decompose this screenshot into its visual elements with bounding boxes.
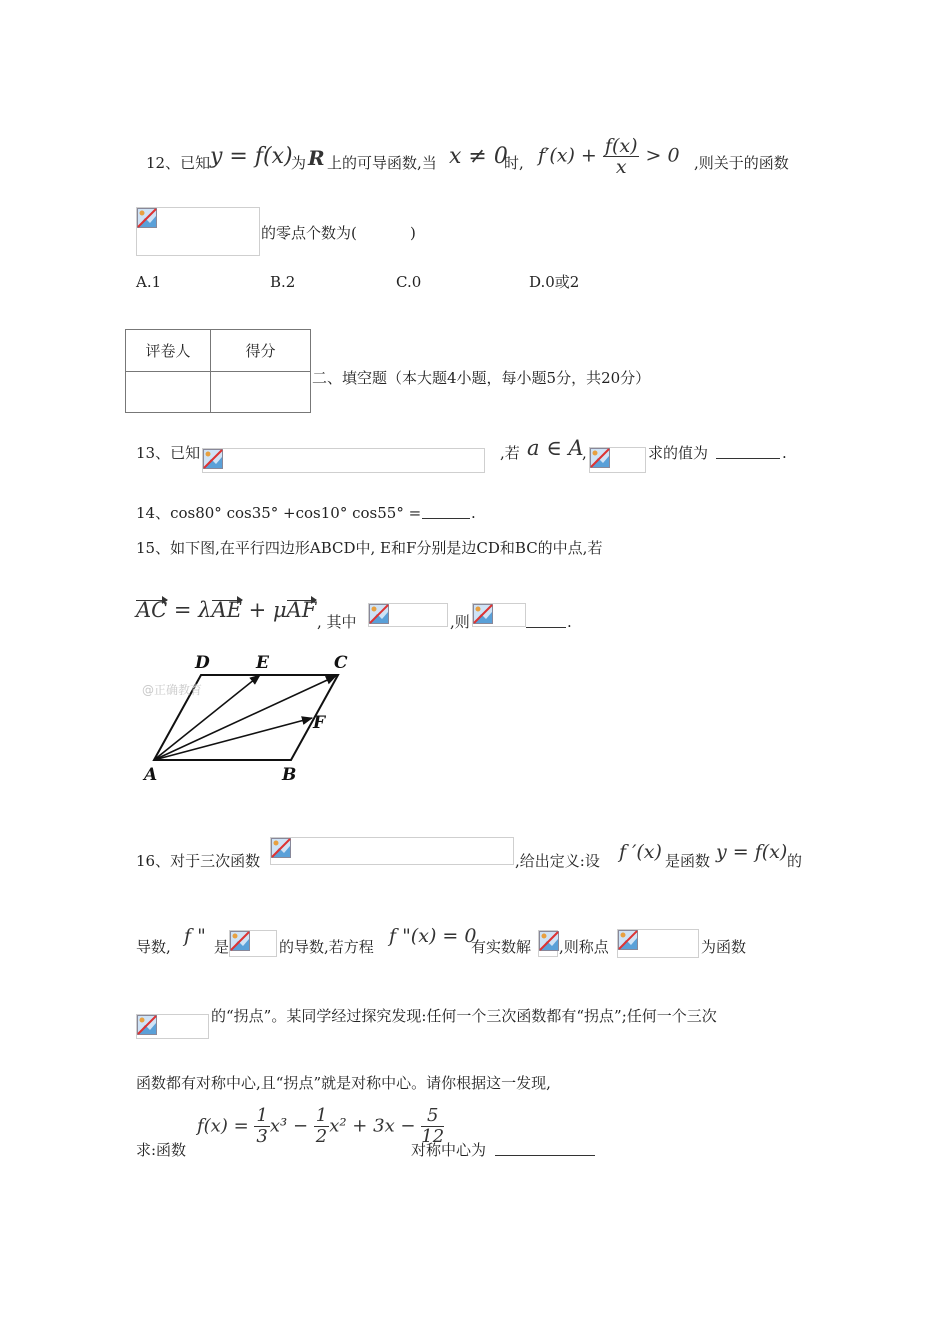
q16-fprime: f ′(x) [619,841,662,863]
broken-image-icon [590,448,610,468]
q12-text-5b: ) [410,224,416,242]
q15-text-2: ,则 [450,613,470,631]
q15-vec-AC: AC [136,598,168,622]
broken-image-icon [271,838,291,858]
q15-plus: + μ [242,598,287,622]
score-table-header-grader: 评卷人 [126,330,211,372]
q12-inequality [538,136,680,177]
q12-option-b: B.2 [270,273,296,291]
q12-number: 12、已知 [146,154,211,172]
q12-fraction [603,136,640,177]
q14-text: 14、cos80° cos35° +cos10° cos55° = [136,504,422,522]
q12-y-eq-fx: y = f(x) [210,144,293,169]
q16-text-10: 的“拐点”。某同学经过探究发现:任何一个三次函数都有“拐点”;任何一个三次 [211,1007,717,1025]
q13-broken-image-set [202,448,485,473]
q16-frac-1-den: 3 [256,1126,268,1147]
figure-watermark: @正确教育 [142,683,203,697]
broken-image-icon [203,449,223,469]
q13-broken-image-a [589,447,646,473]
label-F: F [313,713,326,733]
q16-broken-image-fprime [229,930,277,957]
q13-comma: , [582,444,587,462]
q16-frac-3-num: 5 [421,1106,444,1127]
q12-text-5: 的零点个数为( [261,224,357,242]
q13-number: 13、已知 [136,444,201,462]
q16-answer-blank[interactable] [495,1141,595,1156]
q16-fx-formula [197,1106,444,1147]
q12-text-1: 为 [291,154,307,172]
q16-broken-image-point [617,929,699,958]
q16-x3: x³ − [269,1115,309,1137]
broken-image-icon [137,1015,157,1035]
q12-frac-den: x [615,156,627,178]
q15-text-1: , 其中 [317,613,357,631]
score-table [125,329,311,413]
q15-vec-AF: AF [286,598,317,622]
q12-x-ne-0: x ≠ 0 [449,144,508,169]
q15-broken-image-sum [472,603,526,627]
section-2-title: 二、填空题（本大题4小题，每小题5分，共20分） [312,369,651,387]
q15-vec-AE: AE [211,598,242,622]
q16-text-8: ,则称点 [559,938,609,956]
q12-ineq-right: > 0 [645,144,680,167]
q12-broken-image [136,207,260,256]
q16-text-6: 的导数,若方程 [279,938,374,956]
q16-text-1: ,给出定义:设 [515,852,600,870]
q16-frac-2-den: 2 [315,1126,328,1147]
q13-text-1: ,若 [500,444,520,462]
q13-answer-blank[interactable] [716,444,780,459]
q16-frac-1-num: 1 [256,1105,268,1126]
q16-text-2: 是函数 [665,852,711,870]
label-C: C [334,653,348,673]
q13-a-in-A: a ∈ A [527,436,584,460]
q16-number: 16、对于三次函数 [136,852,261,870]
score-table-cell-score [211,372,311,413]
q16-fx: f(x) = [197,1115,249,1137]
q12-text-4: ,则关于的函数 [694,154,789,172]
q14-answer-blank[interactable] [422,504,470,519]
q14-end: . [471,504,476,522]
q15-vector-equation [136,598,316,622]
q16-y-eq-fx: y = f(x) [716,841,788,863]
broken-image-icon [539,931,559,951]
q12-R: R [308,146,325,170]
q16-x2: x² + 3x − [329,1115,416,1137]
q16-frac-2-num: 1 [315,1105,328,1126]
q16-text-12: 求:函数 [136,1141,187,1159]
score-table-cell-grader [126,372,211,413]
broken-image-icon [230,931,250,951]
q15-answer-blank[interactable] [526,613,566,628]
q12-ineq-left: f′(x) + [538,144,597,167]
q16-frac-2 [314,1106,329,1147]
q16-text-4: 导数, [136,938,171,956]
score-table-header-score: 得分 [211,330,311,372]
q16-fpp-eq: f "(x) = 0 [389,925,477,947]
label-E: E [256,653,269,673]
q15-eq: = λ [167,598,212,622]
label-B: B [282,765,297,785]
label-D: D [195,653,210,673]
q13-text-2: 求的值为 [648,444,709,462]
q16-text-5: 是 [214,938,230,956]
label-A: A [144,765,158,785]
q16-text-13: 对称中心为 [411,1141,487,1159]
broken-image-icon [137,208,157,228]
q15-end: . [567,613,572,631]
q16-text-9: 为函数 [701,938,747,956]
q12-text-3: 时, [504,154,524,172]
q16-fpp: f " [184,925,206,947]
q15-broken-image-lambda-mu [368,603,448,627]
q13-end: . [782,444,787,462]
broken-image-icon [473,604,493,624]
broken-image-icon [618,930,638,950]
q12-option-a: A.1 [136,273,162,291]
q12-text-2: 上的可导函数,当 [327,154,437,172]
q16-broken-image-function [136,1014,209,1039]
q16-text-3: 的 [787,852,803,870]
q16-text-11: 函数都有对称中心,且“拐点”就是对称中心。请你根据这一发现, [136,1074,551,1092]
q15-line-1: 15、如下图,在平行四边形ABCD中, E和F分别是边CD和BC的中点,若 [136,539,603,557]
q12-option-d: D.0或2 [529,273,580,291]
broken-image-icon [369,604,389,624]
q16-broken-image-cubic [270,837,514,865]
q12-option-c: C.0 [396,273,422,291]
q16-frac-3-den: 12 [421,1126,445,1147]
q15-parallelogram-figure [135,648,360,788]
q16-frac-1 [254,1106,269,1147]
q16-broken-image-x0 [538,930,558,957]
q12-frac-num: f(x) [604,135,638,157]
q16-text-7: 有实数解 [471,938,532,956]
